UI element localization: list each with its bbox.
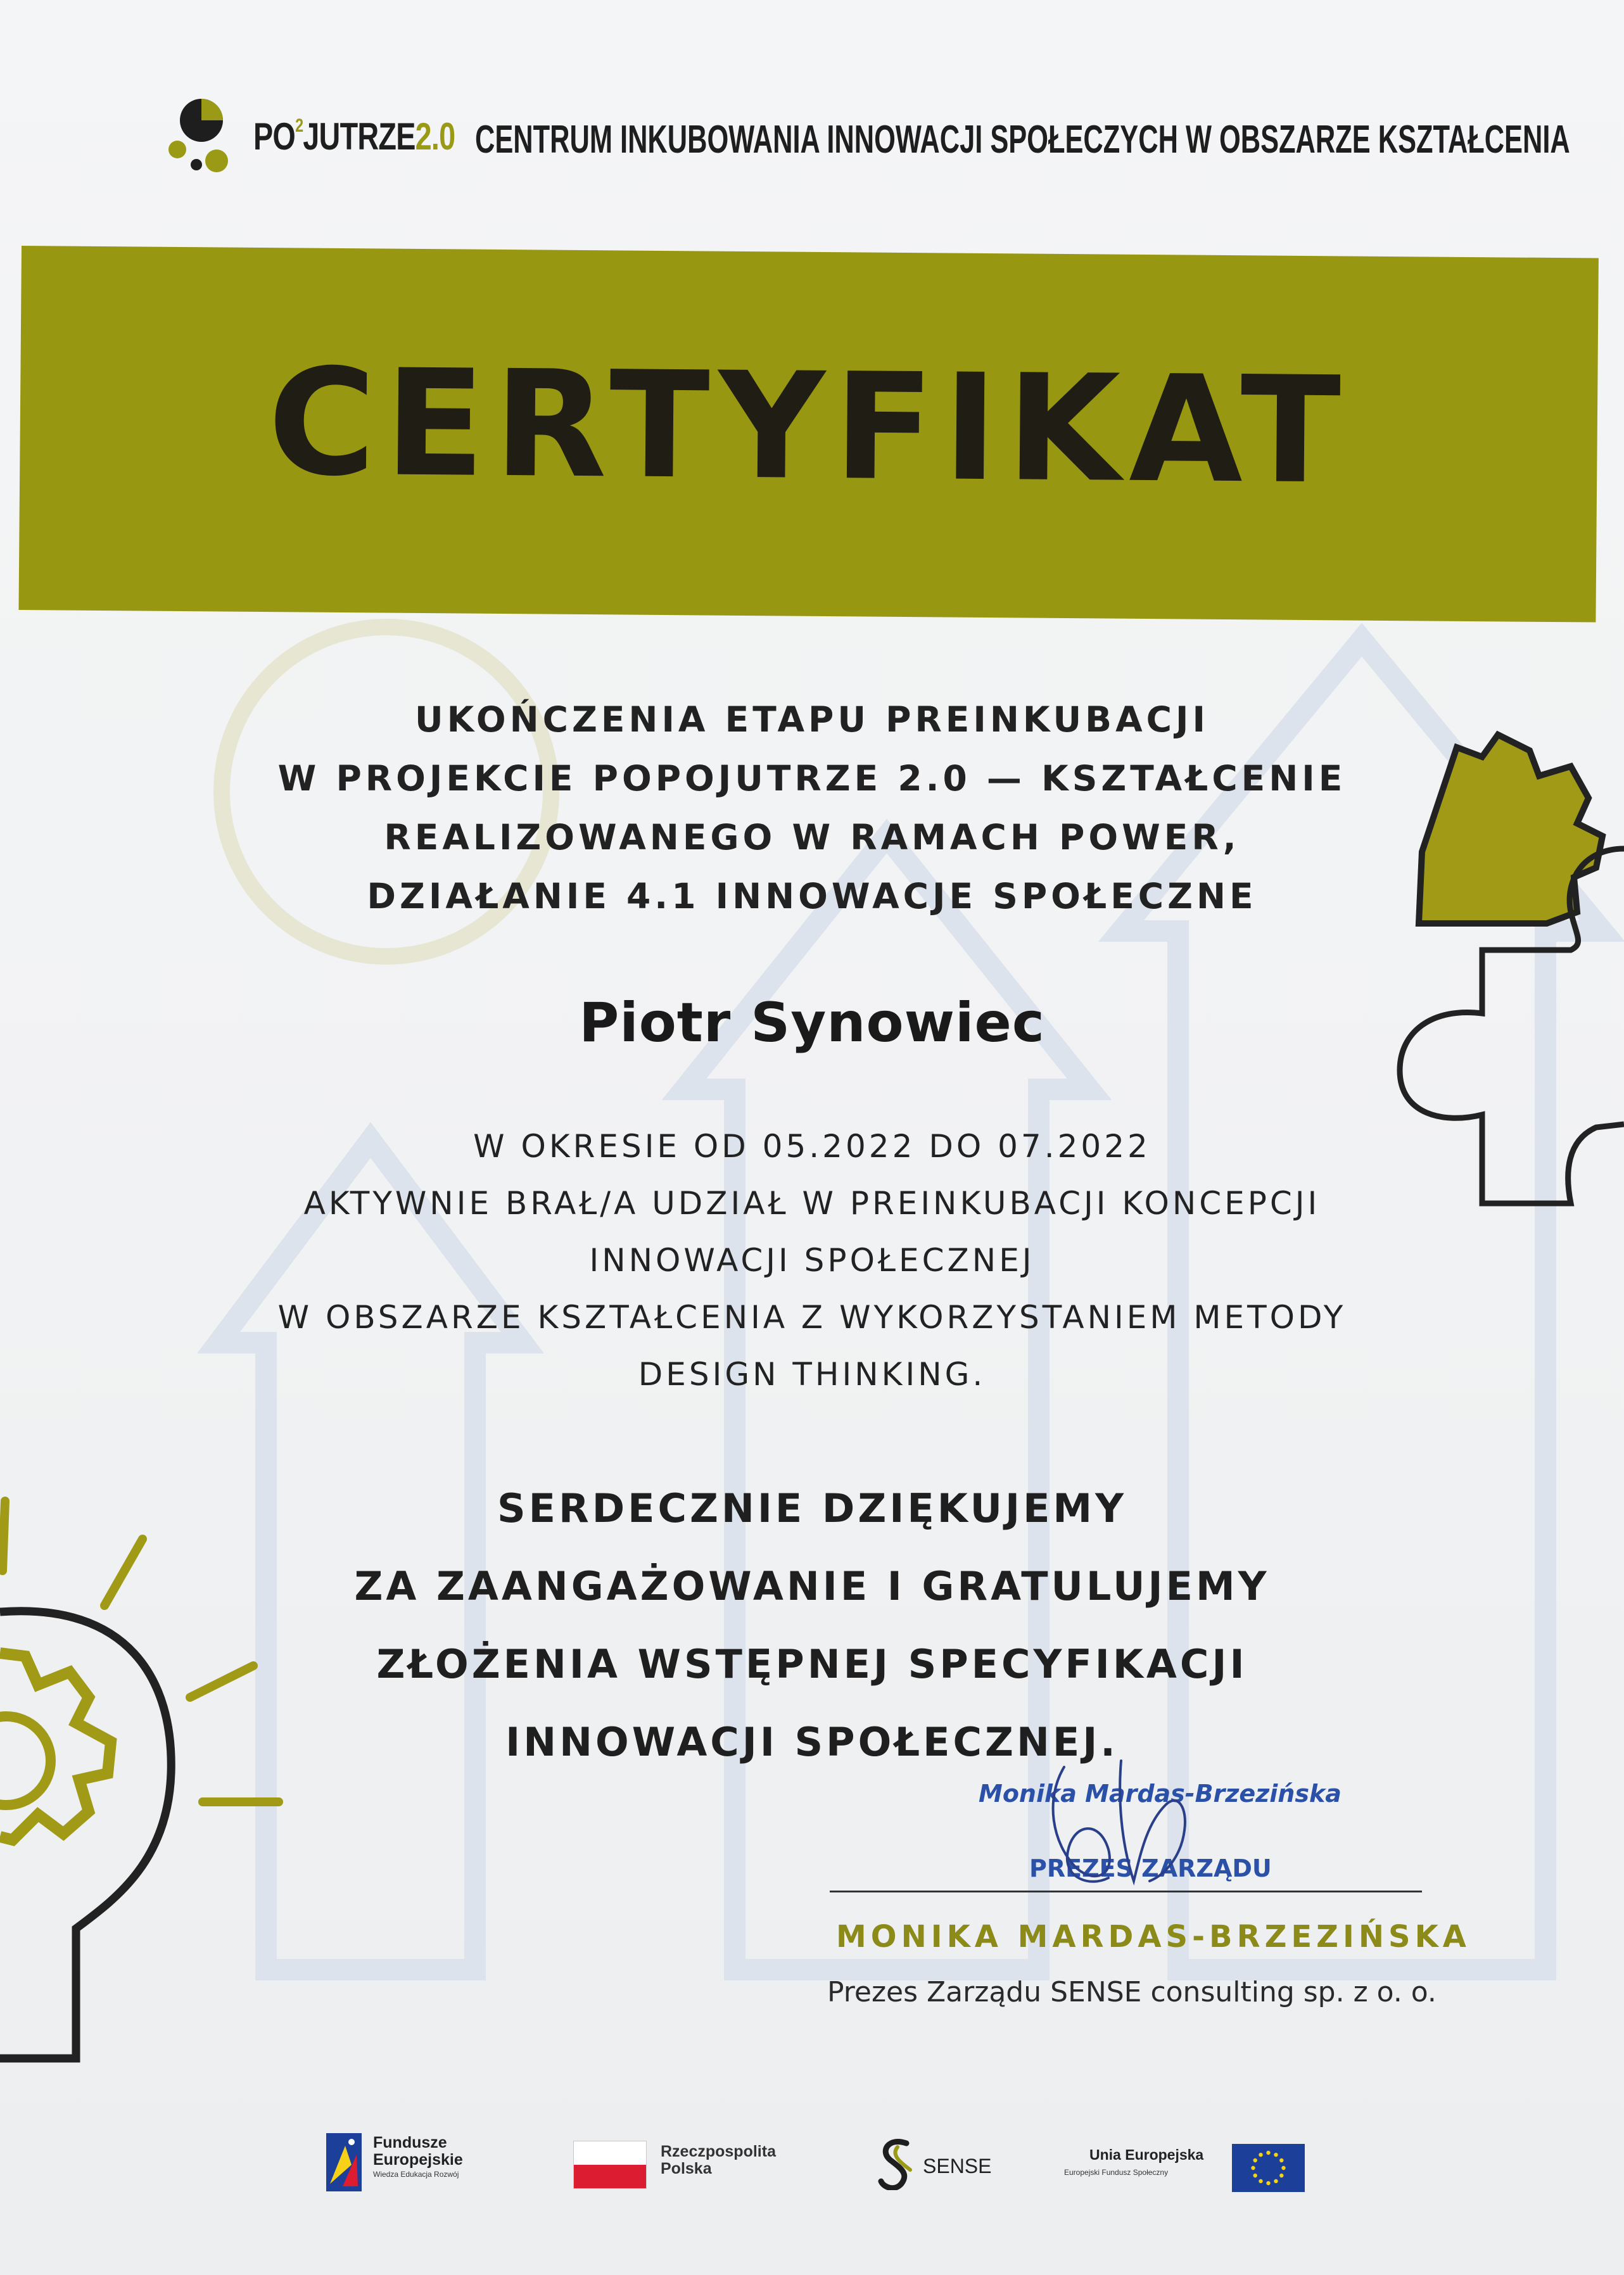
recipient-name: Piotr Synowiec	[579, 991, 1045, 1055]
brand-sup: 2	[295, 115, 303, 136]
brand-jutrze: JUTRZE	[303, 115, 416, 158]
intro-line: DZIAŁANIE 4.1 INNOWACJE SPOŁECZNE	[367, 876, 1257, 916]
handwritten-signature	[1039, 1748, 1216, 1894]
thanks-line: SERDECZNIE DZIĘKUJEMY	[497, 1485, 1127, 1531]
fe-line2: Europejskie	[373, 2151, 463, 2169]
footer-logos	[0, 2115, 1624, 2204]
period-line: W OKRESIE OD 05.2022 DO 07.2022	[473, 1128, 1151, 1165]
thanks-line: ZŁOŻENIA WSTĘPNEJ SPECYFIKACJI	[376, 1641, 1248, 1687]
header-subtitle: CENTRUM INKUBOWANIA INNOWACJI SPOŁECZYCH W OBSZARZE KSZTAŁCENIA	[475, 118, 1570, 162]
intro-text	[0, 690, 1624, 926]
fe-subtitle: Wiedza Edukacja Rozwój	[373, 2170, 459, 2179]
intro-line: W PROJEKCIE POPOJUTRZE 2.0 — KSZTAŁCENIE	[277, 758, 1347, 799]
thanks-line: ZA ZAANGAŻOWANIE I GRATULUJEMY	[354, 1563, 1270, 1609]
fe-line1: Fundusze	[373, 2134, 447, 2151]
period-line: INNOWACJI SPOŁECZNEJ	[589, 1242, 1035, 1279]
brand-version: 2.0	[415, 115, 455, 158]
polish-flag-icon	[573, 2141, 647, 2189]
sense-text: SENSE	[923, 2155, 992, 2177]
intro-line: REALIZOWANEGO W RAMACH POWER,	[384, 817, 1240, 858]
title-banner	[18, 246, 1598, 623]
signatory-company: Prezes Zarządu SENSE consulting sp. z o. o.	[827, 1976, 1437, 2008]
popojutrze-logo-icon	[165, 91, 239, 181]
pl-text	[661, 2143, 776, 2177]
stamp-name: Monika Mardas-Brzezińska	[979, 1780, 1342, 1808]
signatory-name: MONIKA MARDAS-BRZEZIŃSKA	[836, 1919, 1471, 1955]
stamp-title: PREZES ZARZĄDU	[1029, 1854, 1272, 1882]
signature-line	[830, 1891, 1422, 1892]
brand-name	[253, 117, 455, 156]
intro-line: UKOŃCZENIA ETAPU PREINKUBACJI	[415, 699, 1209, 740]
period-line: W OBSZARZE KSZTAŁCENIA Z WYKORZYSTANIEM METODY	[277, 1299, 1347, 1336]
pl-line2: Polska	[661, 2160, 712, 2177]
period-line: DESIGN THINKING.	[638, 1356, 986, 1393]
thanks-line: INNOWACJI SPOŁECZNEJ.	[505, 1719, 1119, 1765]
sense-logo-icon	[876, 2137, 919, 2190]
period-text	[0, 1118, 1624, 1403]
period-line: AKTYWNIE BRAŁ/A UDZIAŁ W PREINKUBACJI KONCEPCJI	[303, 1185, 1321, 1222]
fe-text	[373, 2134, 463, 2169]
certificate-title: CERTYFIKAT	[267, 337, 1350, 517]
brand-po: PO	[253, 115, 296, 158]
eu-flag-icon	[1232, 2144, 1305, 2192]
fe-logo-icon	[326, 2133, 362, 2191]
eu-subtitle: Europejski Fundusz Społeczny	[1064, 2168, 1169, 2177]
eu-text: Unia Europejska	[1089, 2146, 1204, 2163]
thanks-text	[0, 1469, 1624, 1781]
pl-line1: Rzeczpospolita	[661, 2143, 776, 2160]
header	[165, 89, 1570, 184]
